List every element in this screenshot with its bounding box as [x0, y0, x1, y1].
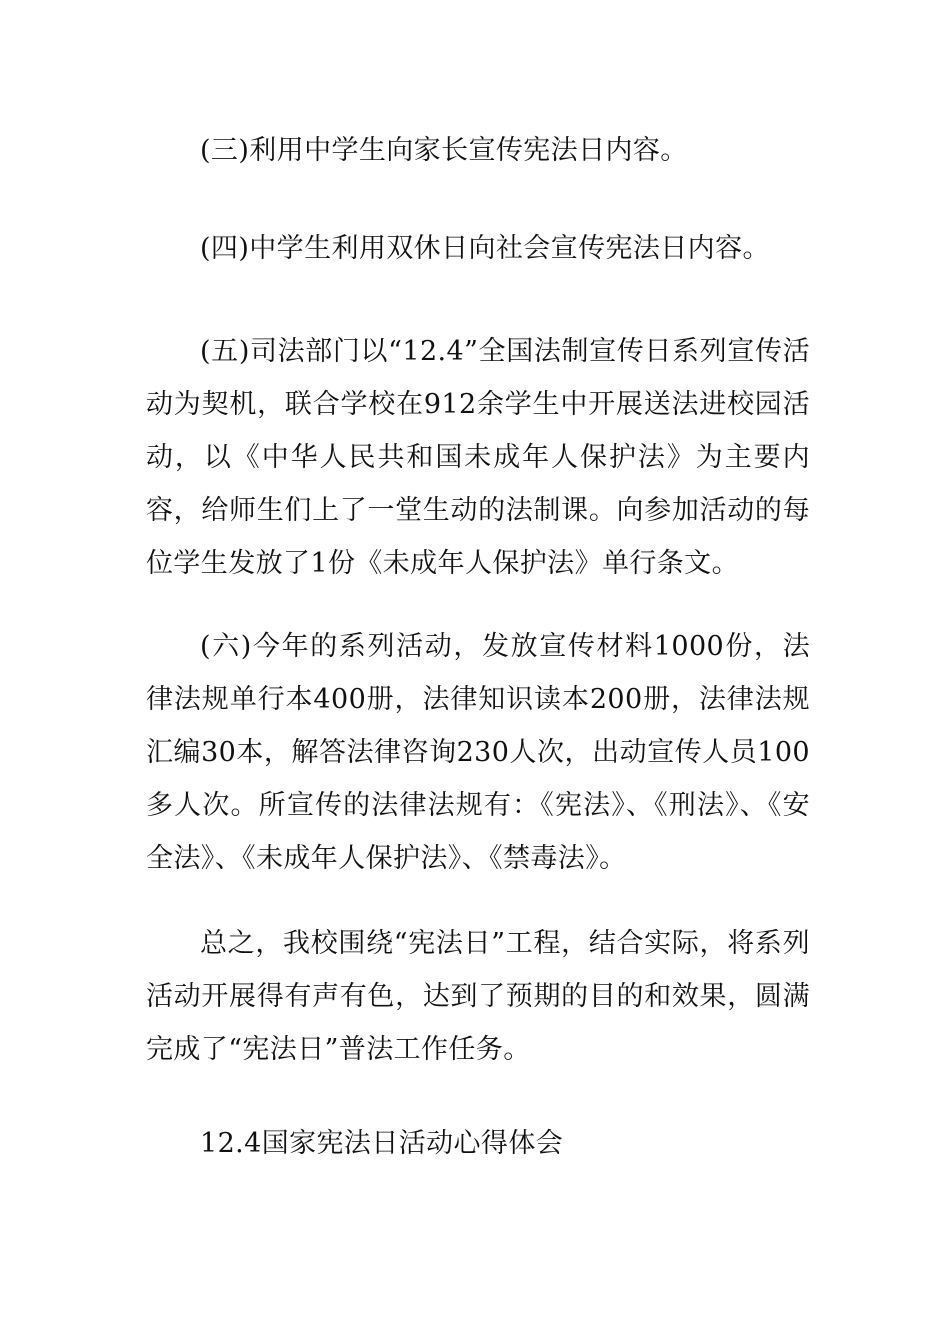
- paragraph-item-5: (五)司法部门以“12.4”全国法制宣传日系列宣传活动为契机，联合学校在912余学生中开展送法进校园活动，以《中华人民共和国未成年人保护法》为主要内容，给师生们上了一堂生动的法制课。向参加活动的每位学生发放了1份《未成年人保护法》单行条文。: [146, 336, 810, 579]
- paragraph-summary: 总之，我校围绕“宪法日”工程，结合实际，将系列活动开展得有声有色，达到了预期的目的和效果，圆满完成了“宪法日”普法工作任务。: [146, 928, 810, 1065]
- paragraph-item-3: (三)利用中学生向家长宣传宪法日内容。: [200, 135, 688, 166]
- section-title: 12.4国家宪法日活动心得体会: [200, 1128, 564, 1159]
- paragraph-item-4: (四)中学生利用双休日向社会宣传宪法日内容。: [200, 233, 770, 264]
- paragraph-item-6: (六)今年的系列活动，发放宣传材料1000份，法律法规单行本400册，法律知识读本200册，法律法规汇编30本，解答法律咨询230人次，出动宣传人员100多人次。所宣传的法律法规有：《宪法》、《刑法》、《安全法》、《未成年人保护法》、《禁毒法》。: [146, 631, 810, 874]
